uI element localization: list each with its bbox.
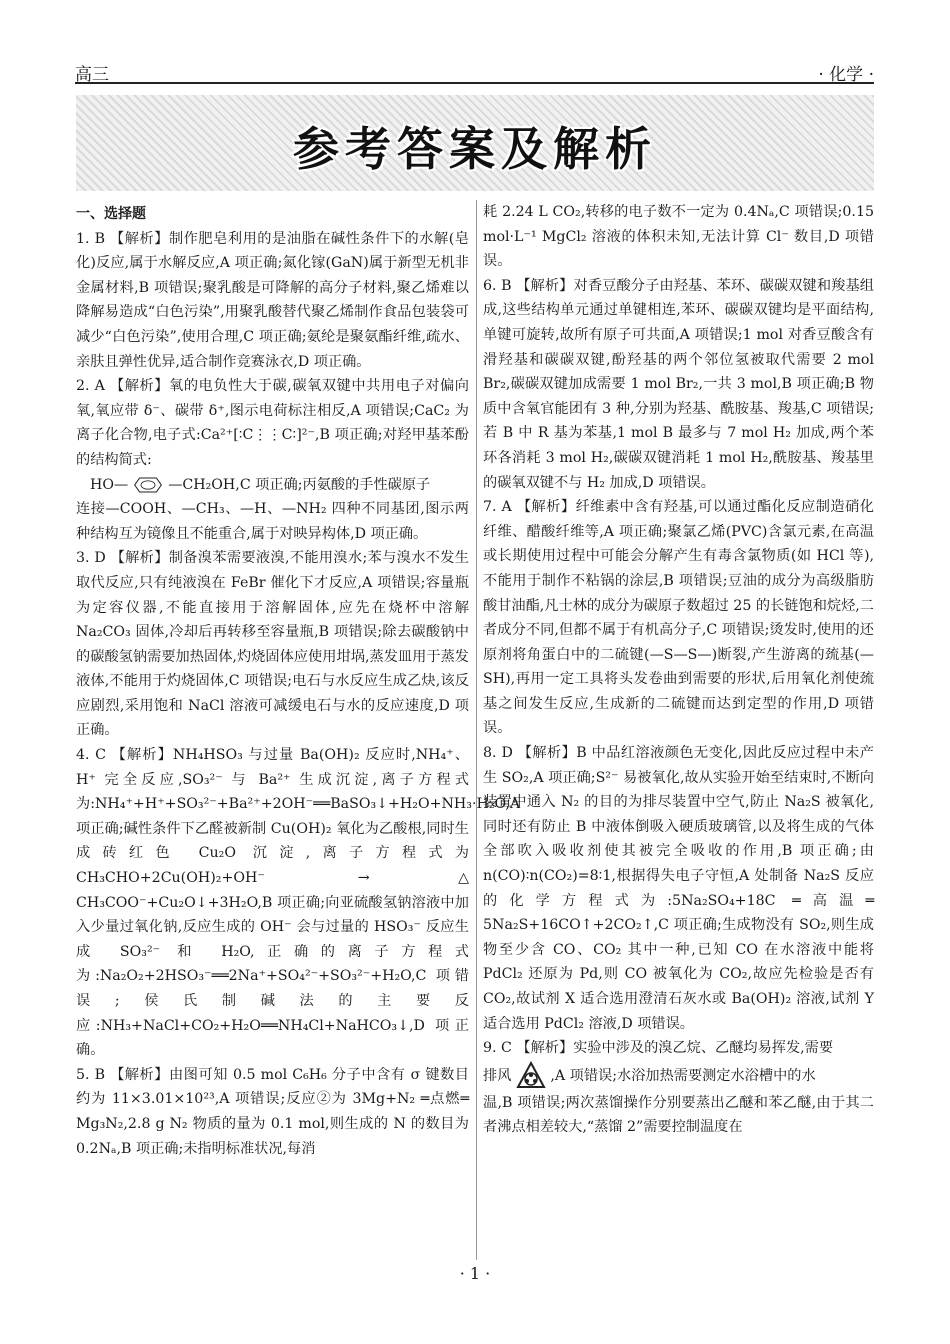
header-rule (75, 82, 874, 84)
column-divider (476, 200, 477, 1260)
answer-7: 7. A 【解析】纤维素中含有羟基,可以通过酯化反应制造硝化纤维、醋酸纤维等,A 项正确;聚氯乙烯(PVC)含氯元素,在高温或长期使用过程中可能会分解产生有毒含氯物质(如 HCl 等),不能用于制作不粘锅的涂层,B 项错误;豆油的成分为高级脂肪酸甘油酯,凡士林的成分为碳原子数超过 25 的长链饱和烷烃,二者成分不同,但都不属于有机高分子,C 项错误;烫发时,使用的还原剂将角蛋白中的二硫键(—S—S—)断裂,产生游离的巯基(—SH),再用一定工具将头发卷曲到需要的形状,后用氧化剂使巯基之间发生反应,生成新的二硫键而达到定型的作用,D 项错误。 (483, 499, 874, 737)
page-number: · 1 · (459, 1264, 491, 1283)
answer-9-part2 (483, 1061, 874, 1091)
answer-3: 3. D 【解析】制备溴苯需要液溴,不能用溴水;苯与溴水不发生取代反应,只有纯液溴在 FeBr 催化下才反应,A 项错误;容量瓶为定容仪器,不能直接用于溶解固体,应先在烧杯中溶解 Na₂CO₃ 固体,冷却后再转移至容量瓶,B 项错误;除去碳酸钠中的碳酸氢钠需要加热固体,灼烧固体应使用坩埚,蒸发皿用于蒸发液体,不能用于灼烧固体,C 项错误;电石与水反应生成乙炔,该反应剧烈,采用饱和 NaCl 溶液可减缓电石与水的反应速度,D 项正确。 (76, 550, 469, 739)
right-column (483, 200, 874, 1140)
structure-right-text: —CH₂OH,C 项正确;丙氨酸的手性碳原子 (168, 476, 431, 493)
answer-9-part3: 温,B 项错误;两次蒸馏操作分别要蒸出乙醚和苯乙醚,由于其二者沸点相差较大,“蒸馏 2”需要控制温度在 (483, 1094, 874, 1136)
section-title: 一、选择题 (76, 206, 146, 222)
answer-2-part2: 连接—COOH、—CH₃、—H、—NH₂ 四种不同基团,图示两种结构互为镜像且不能重合,属于对映异构体,D 项正确。 (76, 501, 469, 542)
benzene-ring-icon (134, 476, 162, 494)
answer-4: 4. C 【解析】NH₄HSO₃ 与过量 Ba(OH)₂ 反应时,NH₄⁺、H⁺ 完全反应,SO₃²⁻ 与 Ba²⁺ 生成沉淀,离子方程式为:NH₄⁺+H⁺+SO₃²⁻+Ba²⁺+2OH⁻══BaSO₃↓+H₂O+NH₃·H₂O,A 项正确;碱性条件下乙醛被新制 Cu(OH)₂ 氧化为乙酸根,同时生成砖红色 Cu₂O 沉淀,离子方程式为 CH₃CHO+2Cu(OH)₂+OH⁻ →△ CH₃COO⁻+Cu₂O↓+3H₂O,B 项正确;向亚硫酸氢钠溶液中加入少量过氧化钠,反应生成的 OH⁻ 会与过量的 HSO₃⁻ 反应生成 SO₃²⁻ 和 H₂O,正确的离子方程式为:Na₂O₂+2HSO₃⁻══2Na⁺+SO₄²⁻+SO₃²⁻+H₂O,C 项错误;侯氏制碱法的主要反应:NH₃+NaCl+CO₂+H₂O══NH₄Cl+NaHCO₃↓,D 项正确。 (76, 747, 521, 1059)
answer-5: 5. B 【解析】由图可知 0.5 mol C₆H₆ 分子中含有 σ 键数目约为 11×3.01×10²³,A 项错误;反应②为 3Mg+N₂ ═点燃═ Mg₃N₂,2.8 g N₂ 物质的量为 0.1 mol,则生成的 N 的数目为 0.2Nₐ,B 项正确;未指明标准状况,每消 (76, 1066, 469, 1157)
grade-label: 高三 (75, 65, 109, 85)
page-header (75, 60, 874, 85)
answer-8: 8. D 【解析】B 中品红溶液颜色无变化,因此反应过程中未产生 SO₂,A 项正确;S²⁻ 易被氧化,故从实验开始至结束时,不断向装置中通入 N₂ 的目的为排尽装置中空气,防止 Na₂S 被氧化,同时还有防止 B 中液体倒吸入硬质玻璃管,以及将生成的气体全部吹入吸收剂使其被完全吸收的作用,B 项正确;由 n(CO)∶n(CO₂)=8∶1,根据得失电子守恒,A 处制备 Na₂S 反应的化学方程式为:5Na₂SO₄+18C ═高温═ 5Na₂S+16CO↑+2CO₂↑,C 项正确;生成物没有 SO₂,则生成物至少含 CO、CO₂ 其中一种,已知 CO 在水溶液中能将 PdCl₂ 还原为 Pd,则 CO 被氧化为 CO₂,故应先检验是否有 CO₂,故试剂 X 适合选用澄清石灰水或 Ba(OH)₂ 溶液,试剂 Y 适合选用 PdCl₂ 溶液,D 项错误。 (483, 745, 874, 1032)
answer-9-after-icon: ,A 项错误;水浴加热需要测定水浴槽中的水 (550, 1067, 816, 1084)
answer-2-structure (76, 473, 469, 498)
page-title: 参考答案及解析 (293, 122, 657, 176)
structure-left-text: HO— (90, 476, 129, 493)
answer-6: 6. B 【解析】对香豆酸分子由羟基、苯环、碳碳双键和羧基组成,这些结构单元通过单键相连,苯环、碳碳双键均是平面结构,单键可旋转,故所有原子可共面,A 项错误;1 mol 对香豆酸含有滑羟基和碳碳双键,酚羟基的两个邻位氢被取代需要 2 mol Br₂,碳碳双键加成需要 1 mol Br₂,一共 3 mol,B 项正确;B 物质中含氧官能团有 3 种,分别为羟基、酰胺基、羧基,C 项错误;若 B 中 R 基为苯基,1 mol B 最多与 7 mol H₂ 加成,两个苯环各消耗 3 mol H₂,碳碳双键消耗 1 mol H₂,酰胺基、羧基里的碳氧双键不与 H₂ 加成,D 项错误。 (483, 277, 874, 491)
answer-1: 1. B 【解析】制作肥皂利用的是油脂在碱性条件下的水解(皂化)反应,属于水解反应,A 项正确;氮化镓(GaN)属于新型无机非金属材料,B 项错误;聚乳酸是可降解的高分子材料,聚乙烯难以降解易造成“白色污染”,用聚乳酸替代聚乙烯制作食品包装袋可减少“白色污染”,使用合理,C 项正确;氨纶是聚氨酯纤维,疏水、亲肤且弹性优异,适合制作竞赛泳衣,D 项正确。 (76, 230, 469, 370)
answer-5-continued: 耗 2.24 L CO₂,转移的电子数不一定为 0.4Nₐ,C 项错误;0.15 mol·L⁻¹ MgCl₂ 溶液的体积未知,无法计算 Cl⁻ 数目,D 项错误。 (483, 204, 874, 270)
ventilation-warning-icon (516, 1061, 546, 1091)
answer-9-ventilation-text: 排风 (483, 1067, 512, 1084)
answer-2-part1: 2. A 【解析】氧的电负性大于碳,碳氧双键中共用电子对偏向氧,氧应带 δ⁻、碳带 δ⁺,图示电荷标注相反,A 项错误;CaC₂ 为离子化合物,电子式:Ca²⁺[∶C⋮⋮C∶]²⁻,B 项正确;对羟甲基苯酚的结构简式: (76, 378, 469, 468)
answer-9-part1: 9. C 【解析】实验中涉及的溴乙烷、乙醚均易挥发,需要 (483, 1040, 834, 1057)
subject-label: · 化学 · (818, 65, 874, 85)
title-banner (76, 95, 874, 191)
